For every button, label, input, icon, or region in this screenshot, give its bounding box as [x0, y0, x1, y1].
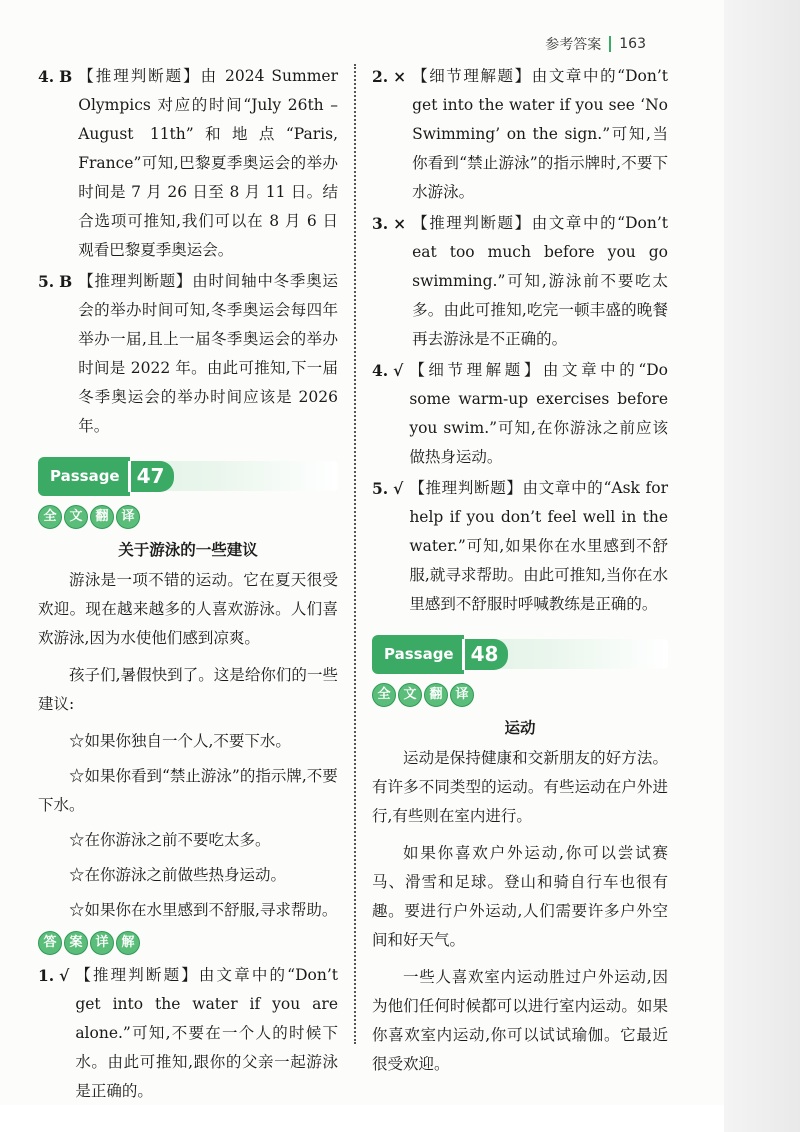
paragraph: 如果你喜欢户外运动,你可以尝试赛马、滑雪和足球。登山和骑自行车也很有趣。要进行户外运动,人们需要许多户外空间和好天气。	[372, 844, 668, 949]
passage-number: 47	[128, 461, 175, 492]
passage-label: Passage	[38, 457, 130, 496]
badge-char: 详	[90, 931, 114, 955]
item-explanation: 【推理判断题】由文章中的“Don’t eat too much before you go swimming.”可知,游泳前不要吃太多。由此可推知,吃完一顿丰盛的晚餐再去游泳是不正确的。	[412, 214, 668, 348]
badge-char: 全	[372, 683, 396, 707]
paragraph: 游泳是一项不错的运动。它在夏天很受欢迎。现在越来越多的人喜欢游泳。人们喜欢游泳,因为水使他们感到凉爽。	[38, 571, 338, 647]
paragraph: 孩子们,暑假快到了。这是给你们的一些建议:	[38, 666, 338, 713]
answer-item	[38, 267, 338, 441]
badge-char: 译	[450, 683, 474, 707]
badge-char: 案	[64, 931, 88, 955]
item-number: 5.	[38, 272, 55, 291]
passage-label: Passage	[372, 635, 464, 674]
badge-char: 全	[38, 505, 62, 529]
tip-item: ☆在你游泳之前做些热身运动。	[69, 866, 287, 884]
item-explanation: 【细节理解题】由文章中的“Do some warm-up exercises before you swim.”可知,在你游泳之前应该做热身运动。	[409, 361, 668, 466]
passage-banner-47	[38, 459, 338, 493]
paragraph: 一些人喜欢室内运动胜过户外运动,因为他们任何时候都可以进行室内运动。如果你喜欢室内运动,你可以试试瑜伽。它最近很受欢迎。	[372, 968, 668, 1073]
column-divider	[354, 64, 356, 1044]
badge-char: 译	[116, 505, 140, 529]
badge-char: 文	[64, 505, 88, 529]
badge-char: 翻	[424, 683, 448, 707]
item-answer: √	[393, 479, 404, 498]
translation-title: 关于游泳的一些建议	[118, 540, 258, 559]
item-answer: B	[59, 67, 73, 86]
translation-badge	[372, 683, 668, 707]
translation-title: 运动	[504, 718, 536, 737]
tip-item: ☆如果你独自一个人,不要下水。	[69, 732, 291, 750]
page-header	[545, 34, 646, 54]
item-number: 2.	[372, 67, 389, 86]
page-edge	[724, 0, 800, 1132]
item-explanation: 【推理判断题】由 2024 Summer Olympics 对应的时间“July 26th – August 11th”和地点“Paris, France”可知,巴黎夏季奥运会的举办时间是 7 月 26 日至 8 月 11 日。结合选项可推知,我们可以在 8 月 6 日观看巴黎夏季奥运会。	[78, 67, 338, 259]
badge-char: 翻	[90, 505, 114, 529]
item-number: 5.	[372, 479, 389, 498]
right-column	[372, 62, 668, 1087]
answer-item	[372, 209, 668, 354]
answer-item	[372, 356, 668, 472]
item-answer: ×	[393, 214, 407, 233]
item-number: 4.	[38, 67, 55, 86]
item-answer: √	[393, 361, 404, 380]
item-explanation: 【推理判断题】由时间轴中冬季奥运会的举办时间可知,冬季奥运会每四年举办一届,且上一届冬季奥运会的举办时间是 2022 年。由此可推知,下一届冬季奥运会的举办时间应该是 2026 年。	[78, 272, 338, 435]
item-number: 4.	[372, 361, 389, 380]
tip-item: ☆在你游泳之前不要吃太多。	[69, 831, 271, 849]
paragraph: 运动是保持健康和交新朋友的好方法。有许多不同类型的运动。有些运动在户外进行,有些则在室内进行。	[372, 749, 668, 825]
answer-item	[372, 62, 668, 207]
item-answer: B	[59, 272, 73, 291]
answer-item	[38, 62, 338, 265]
translation-badge	[38, 505, 338, 529]
page-number: 163	[619, 36, 646, 52]
badge-char: 解	[116, 931, 140, 955]
passage-number: 48	[462, 639, 509, 670]
item-answer: ×	[393, 67, 407, 86]
passage-banner-48	[372, 637, 668, 671]
answer-item	[38, 961, 338, 1106]
tip-item: ☆如果你看到“禁止游泳”的指示牌,不要下水。	[38, 767, 338, 814]
item-number: 3.	[372, 214, 389, 233]
section-title: 参考答案	[545, 37, 602, 53]
header-separator	[609, 36, 611, 52]
badge-char: 答	[38, 931, 62, 955]
item-answer: √	[59, 966, 70, 985]
item-number: 1.	[38, 966, 55, 985]
answer-item	[372, 474, 668, 619]
left-column	[38, 62, 338, 1108]
answer-badge	[38, 931, 338, 955]
tip-item: ☆如果你在水里感到不舒服,寻求帮助。	[69, 901, 338, 919]
item-explanation: 【细节理解题】由文章中的“Don’t get into the water if you see ‘No Swimming’ on the sign.”可知,当你看到“禁止游泳”的指示牌时,不要下水游泳。	[412, 67, 668, 201]
item-explanation: 【推理判断题】由文章中的“Don’t get into the water if you are alone.”可知,不要在一个人的时候下水。由此可推知,跟你的父亲一起游泳是正确的。	[75, 966, 338, 1100]
badge-char: 文	[398, 683, 422, 707]
item-explanation: 【推理判断题】由文章中的“Ask for help if you don’t feel well in the water.”可知,如果你在水里感到不舒服,就寻求帮助。由此可推知,当你在水里感到不舒服时呼喊教练是正确的。	[409, 479, 668, 613]
